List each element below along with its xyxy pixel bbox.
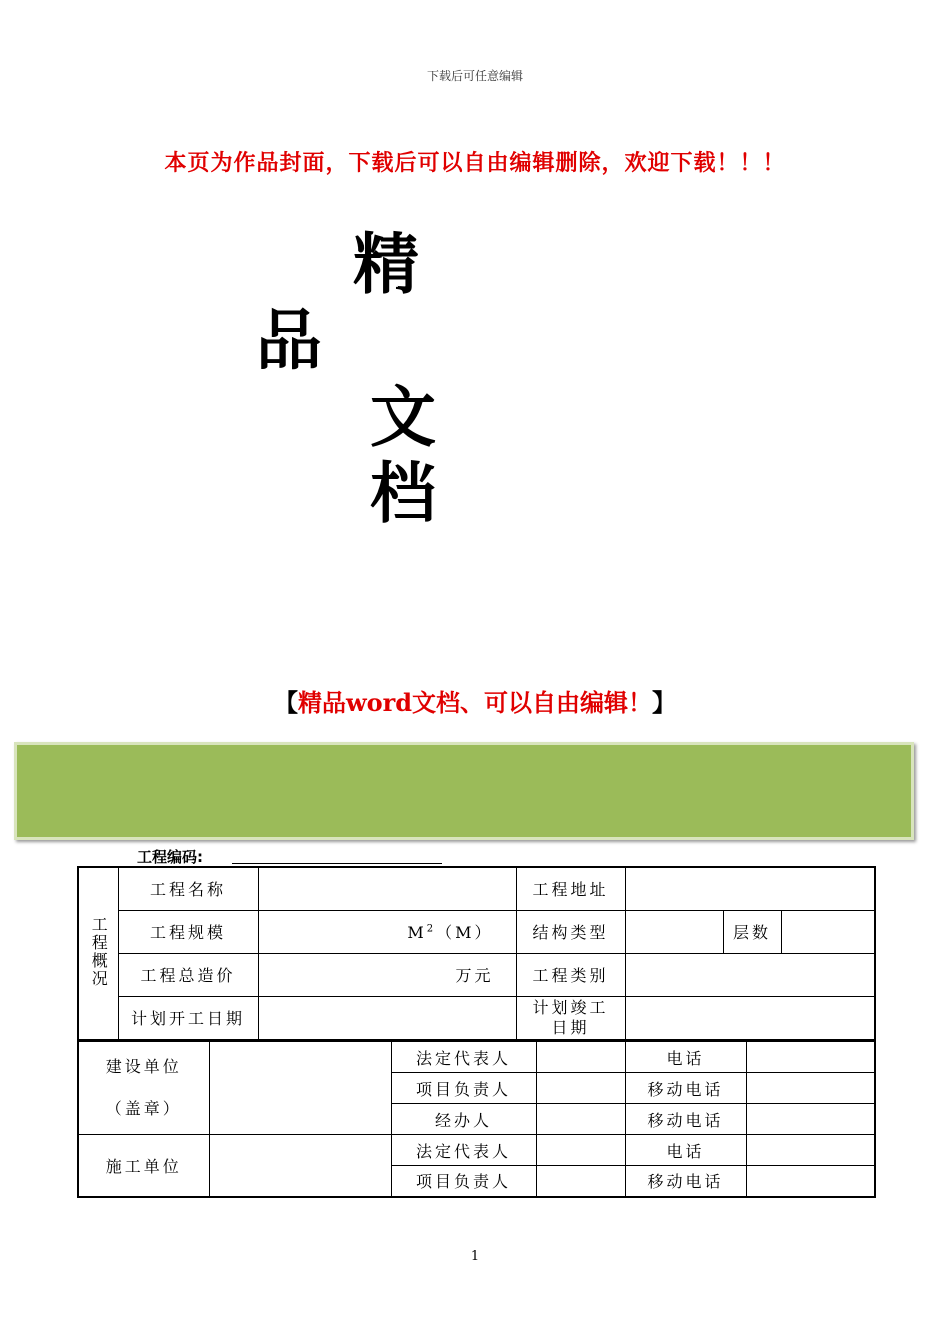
contractor-mobile-label: 移动电话 <box>625 1166 746 1197</box>
builder-seal-label: （盖章） <box>105 1099 182 1118</box>
title-char-3: 文 <box>370 379 436 456</box>
title-char-4: 档 <box>370 455 436 532</box>
project-code-underline <box>232 862 442 864</box>
floors-value[interactable] <box>781 910 875 953</box>
builder-phone-value[interactable] <box>746 1042 875 1073</box>
builder-handler-label: 经办人 <box>391 1104 536 1135</box>
scale-unit-sup: 2 <box>426 923 437 935</box>
project-category-value[interactable] <box>625 953 875 996</box>
project-category-label: 工程类别 <box>516 953 625 996</box>
planned-end-label: 计划竣工日期 <box>516 996 625 1040</box>
overview-section-label: 工程概况 <box>89 915 109 988</box>
builder-cell <box>78 1042 209 1135</box>
header-note: 下载后可任意编辑 <box>426 69 523 83</box>
structure-type-value[interactable] <box>625 910 723 953</box>
cover-notice: 本页为作品封面，下载后可以自由编辑删除，欢迎下载！！！ <box>164 150 786 176</box>
contractor-project-lead-label: 项目负责人 <box>391 1166 536 1197</box>
project-scale-label: 工程规模 <box>118 910 258 953</box>
overview-section-cell <box>78 867 118 1040</box>
builder-mobile-value-1[interactable] <box>746 1073 875 1104</box>
tagline-open-bracket: 【 <box>273 688 298 717</box>
project-name-label: 工程名称 <box>118 867 258 910</box>
title-char-2: 品 <box>256 302 322 379</box>
project-name-value[interactable] <box>258 867 516 910</box>
builder-mobile-label-2: 移动电话 <box>625 1104 746 1135</box>
builder-legal-rep-value[interactable] <box>536 1042 625 1073</box>
project-address-label: 工程地址 <box>516 867 625 910</box>
scale-unit-suffix: （M） <box>436 923 494 942</box>
planned-start-label: 计划开工日期 <box>118 996 258 1040</box>
builder-name-value[interactable] <box>209 1042 391 1135</box>
tagline <box>0 683 950 718</box>
builder-label: 建设单位 <box>105 1057 182 1076</box>
tagline-close-bracket: 】 <box>652 688 677 717</box>
planned-end-value[interactable] <box>625 996 875 1040</box>
builder-mobile-label-1: 移动电话 <box>625 1073 746 1104</box>
page-number: 1 <box>470 1249 480 1264</box>
scale-unit-prefix: M <box>407 923 427 942</box>
contractor-legal-rep-label: 法定代表人 <box>391 1135 536 1166</box>
contractor-mobile-value[interactable] <box>746 1166 875 1197</box>
tagline-text: 精品word文档、可以自由编辑！ <box>297 688 653 717</box>
planned-start-value[interactable] <box>258 996 516 1040</box>
contractor-label: 施工单位 <box>78 1135 209 1197</box>
project-overview-table <box>77 866 876 1041</box>
green-banner <box>14 742 914 840</box>
builder-phone-label: 电话 <box>625 1042 746 1073</box>
contractor-phone-label: 电话 <box>625 1135 746 1166</box>
project-address-value[interactable] <box>625 867 875 910</box>
contractor-name-value[interactable] <box>209 1135 391 1197</box>
project-scale-value[interactable] <box>258 910 516 953</box>
total-cost-value[interactable] <box>258 953 516 996</box>
builder-legal-rep-label: 法定代表人 <box>391 1042 536 1073</box>
contractor-project-lead-value[interactable] <box>536 1166 625 1197</box>
contractor-phone-value[interactable] <box>746 1135 875 1166</box>
contractor-legal-rep-value[interactable] <box>536 1135 625 1166</box>
project-code-label: 工程编码: <box>137 848 203 866</box>
builder-mobile-value-2[interactable] <box>746 1104 875 1135</box>
title-char-1: 精 <box>353 226 419 303</box>
builder-project-lead-label: 项目负责人 <box>391 1073 536 1104</box>
cost-unit: 万元 <box>455 966 494 985</box>
floors-label: 层数 <box>723 910 781 953</box>
structure-type-label: 结构类型 <box>516 910 625 953</box>
builder-project-lead-value[interactable] <box>536 1073 625 1104</box>
builder-handler-value[interactable] <box>536 1104 625 1135</box>
units-table <box>77 1041 876 1198</box>
total-cost-label: 工程总造价 <box>118 953 258 996</box>
